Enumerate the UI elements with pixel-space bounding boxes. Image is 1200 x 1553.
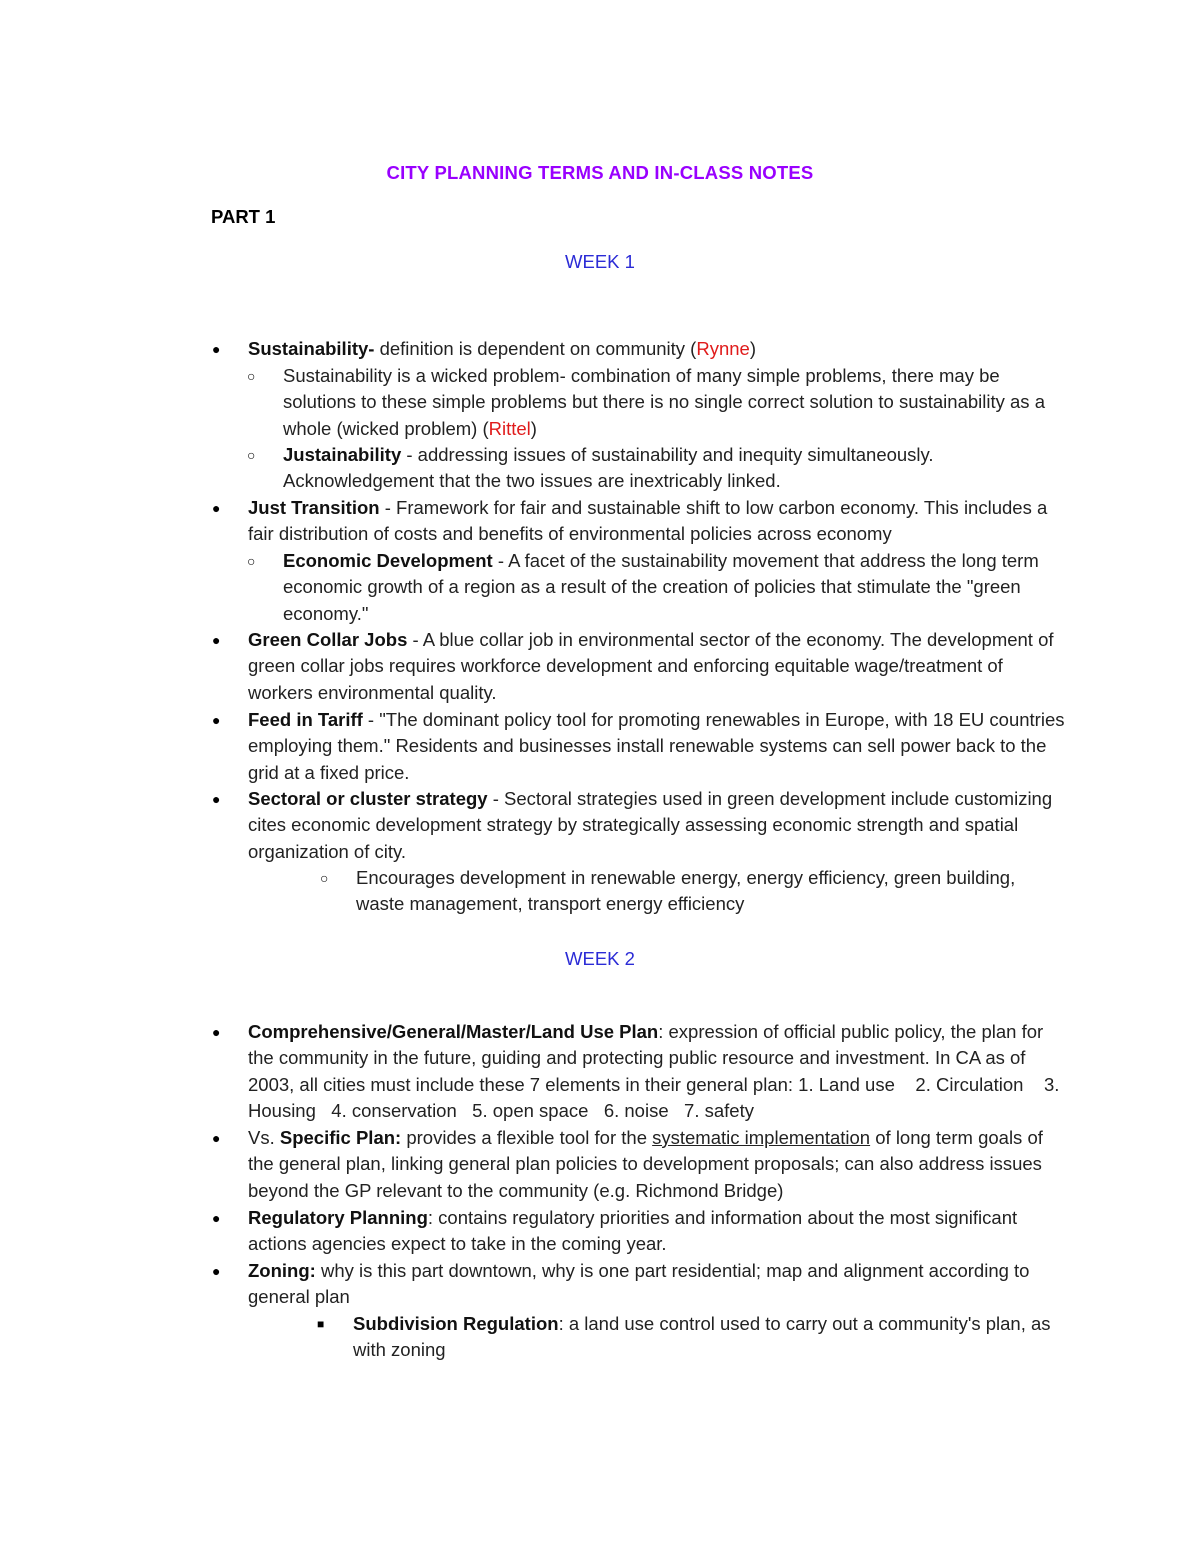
term-green-collar-jobs: Green Collar Jobs <box>248 629 408 650</box>
term-just-transition: Just Transition <box>248 497 380 518</box>
bullet-disc: ● <box>212 341 221 357</box>
bullet-disc: ● <box>212 791 221 807</box>
bullet-disc: ● <box>212 1210 221 1226</box>
week-2-heading: WEEK 2 <box>565 948 635 969</box>
underlined-phrase: systematic implementation <box>652 1127 871 1148</box>
term-justainability: Justainability <box>283 444 402 465</box>
term-subdivision-regulation: Subdivision Regulation <box>353 1313 559 1334</box>
list-item-justainability: ○ Justainability - addressing issues of sustainability and inequity simultaneously. Acknowledgement that the two issues are inextricably linked. <box>247 444 934 492</box>
term-sectoral-strategy: Sectoral or cluster strategy <box>248 788 488 809</box>
term-comprehensive-plan: Comprehensive/General/Master/Land Use Plan <box>248 1021 659 1042</box>
list-item-encourages-development: ○ Encourages development in renewable energy, energy efficiency, green building, waste management, transport energy efficiency <box>320 867 1016 915</box>
bullet-square: ■ <box>317 1317 325 1331</box>
list-item-regulatory-planning: ● Regulatory Planning: contains regulatory priorities and information about the most significant actions agencies expect to take in the coming year. <box>212 1207 1018 1255</box>
list-item-wicked-problem: ○ Sustainability is a wicked problem- combination of many simple problems, there may be solutions to these simple problems but there is no single correct solution to sustainability as a whole (wicked problem) (Rittel) <box>247 365 1045 439</box>
list-item-subdivision-regulation: ■ Subdivision Regulation: a land use control used to carry out a community's plan, as with zoning <box>317 1313 1051 1361</box>
bullet-circle: ○ <box>320 870 329 886</box>
bullet-circle: ○ <box>247 368 256 384</box>
week-1-heading: WEEK 1 <box>565 251 635 272</box>
term-regulatory-planning: Regulatory Planning <box>248 1207 428 1228</box>
bullet-circle: ○ <box>247 447 256 463</box>
list-item-just-transition: ● Just Transition - Framework for fair and sustainable shift to low carbon economy. This includes a fair distribution of costs and benefits of environmental policies across economy <box>212 497 1048 545</box>
bullet-disc: ● <box>212 1263 221 1279</box>
term-sustainability: Sustainability- <box>248 338 375 359</box>
list-item-sectoral-strategy: ● Sectoral or cluster strategy - Sectoral strategies used in green development include customizing cites economic development strategy by strategically assessing economic strength and spatial organization of city. <box>212 788 1053 862</box>
bullet-disc: ● <box>212 500 221 516</box>
list-item-green-collar-jobs: ● Green Collar Jobs - A blue collar job in environmental sector of the economy. The development of green collar jobs requires workforce development and enforcing equitable wage/treatment of workers environmental quality. <box>212 629 1054 703</box>
list-item-feed-in-tariff: ● Feed in Tariff - "The dominant policy tool for promoting renewables in Europe, with 18 EU countries employing them." Residents and businesses install renewable systems can sell power back to the grid at a fixed price. <box>212 709 1065 783</box>
bullet-disc: ● <box>212 1130 221 1146</box>
list-item-comprehensive-plan: ● Comprehensive/General/Master/Land Use Plan: expression of official public policy, the plan for the community in the future, guiding and protecting public resource and investment. In CA as of 2003, all cities must include these 7 elements in their general plan: 1. Land use 2. Circulation 3. Housing 4. conservation 5. open space 6. noise 7. safety <box>212 1021 1065 1122</box>
bullet-circle: ○ <box>247 553 256 569</box>
bullet-disc: ● <box>212 1024 221 1040</box>
term-feed-in-tariff: Feed in Tariff <box>248 709 363 730</box>
term-economic-development: Economic Development <box>283 550 493 571</box>
document-title: CITY PLANNING TERMS AND IN-CLASS NOTES <box>386 162 814 183</box>
list-item-specific-plan: ● Vs. Specific Plan: provides a flexible tool for the systematic implementation of long term goals of the general plan, linking general plan policies to development proposals; can also address issues beyond the GP relevant to the community (e.g. Richmond Bridge) <box>212 1127 1043 1201</box>
bullet-disc: ● <box>212 712 221 728</box>
list-item-economic-development: ○ Economic Development - A facet of the sustainability movement that address the long term economic growth of a region as a result of the creation of policies that stimulate the "green economy." <box>247 550 1039 624</box>
term-zoning: Zoning: <box>248 1260 316 1281</box>
part-heading: PART 1 <box>211 206 276 227</box>
bullet-disc: ● <box>212 632 221 648</box>
list-item-zoning: ● Zoning: why is this part downtown, why is one part residential; map and alignment according to general plan <box>212 1260 1030 1308</box>
list-item-sustainability: ● Sustainability- definition is dependent on community (Rynne) <box>248 336 1068 362</box>
citation-rynne: Rynne <box>696 338 750 359</box>
term-specific-plan: Specific Plan: <box>279 1127 402 1148</box>
citation-rittel: Rittel <box>488 417 531 439</box>
